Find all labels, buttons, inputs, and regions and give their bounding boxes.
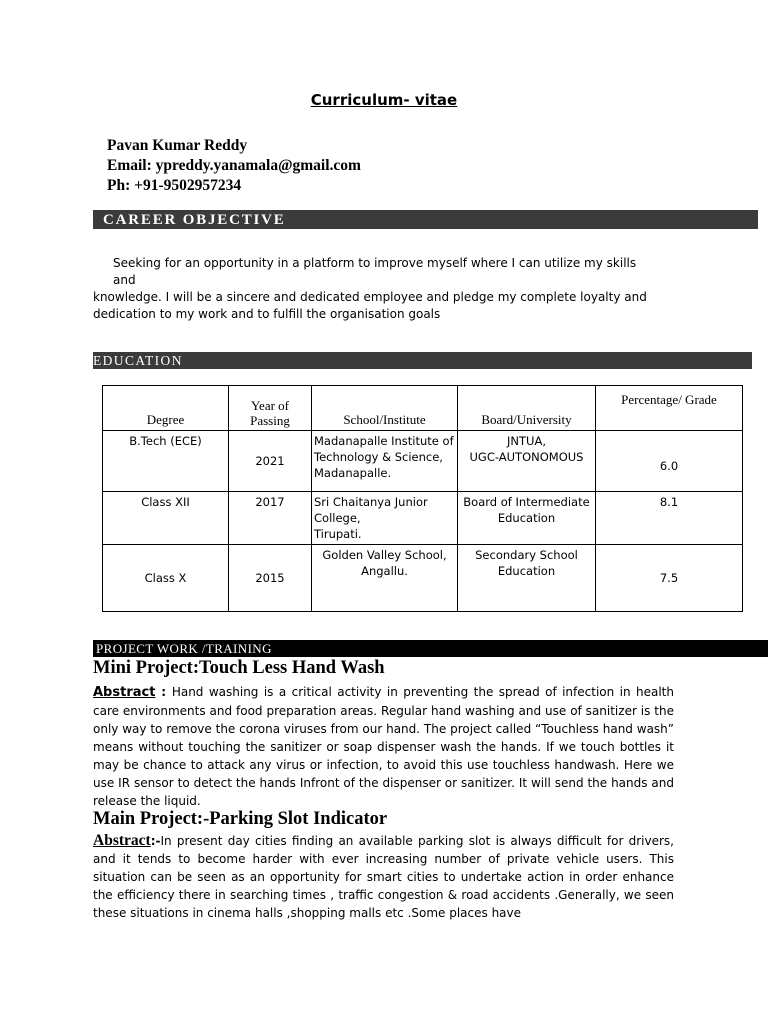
education-heading-bar xyxy=(93,352,752,369)
main-abstract-separator: :- xyxy=(150,834,161,848)
mini-abstract-label: Abstract xyxy=(93,685,156,700)
board-line: JNTUA, xyxy=(507,434,546,448)
table-row xyxy=(103,492,743,545)
school-line: College, xyxy=(314,511,361,525)
table-row xyxy=(103,431,743,492)
col-grade: Percentage/ Grade xyxy=(596,386,743,431)
year-cell: 2015 xyxy=(229,545,312,612)
grade-cell: 7.5 xyxy=(596,545,743,612)
projects-heading-bar xyxy=(93,640,768,657)
board-cell xyxy=(458,431,596,492)
education-table xyxy=(102,385,743,612)
contact-email: Email: ypreddy.yanamala@gmail.com xyxy=(107,157,361,174)
board-line: UGC-AUTONOMOUS xyxy=(469,450,584,464)
career-objective-heading-bar xyxy=(93,210,758,229)
school-line: Madanapalle. xyxy=(314,466,392,480)
career-objective-line: dedication to my work and to fulfill the organisation goals xyxy=(93,307,441,321)
grade-cell: 6.0 xyxy=(596,431,743,492)
education-heading: EDUCATION xyxy=(93,353,183,368)
career-objective-line: knowledge. I will be a sincere and dedicated employee and pledge my complete loyalty and xyxy=(93,290,647,304)
school-line: Tirupati. xyxy=(314,527,362,541)
table-row xyxy=(103,545,743,612)
grade-cell: 8.1 xyxy=(596,492,743,545)
school-line: Sri Chaitanya Junior xyxy=(314,495,428,509)
document-title: Curriculum- vitae xyxy=(310,91,458,109)
school-line: Technology & Science, xyxy=(314,450,443,464)
mini-project-title: Mini Project:Touch Less Hand Wash xyxy=(93,658,385,678)
board-line: Education xyxy=(497,564,556,578)
main-abstract-text: In present day cities finding an available parking slot is always difficult for drivers, and it tends to become harder with ever increasing number of private vehicle users. This situation can be seen as an opportunity for smart cities to undertake action in order enhance the efficiency there in searching times , traffic congestion & road accidents .Generally, we seen these situations in cinema halls ,shopping malls etc .Some places have xyxy=(93,834,674,920)
main-project-title: Main Project:-Parking Slot Indicator xyxy=(93,809,388,829)
projects-heading: PROJECT WORK /TRAINING xyxy=(96,641,272,656)
board-line: Secondary School xyxy=(475,548,578,562)
main-abstract-label: Abstract xyxy=(93,832,151,849)
mini-abstract-text: Hand washing is a critical activity in preventing the spread of infection in health care environments and food preparation areas. Regular hand washing and use of sanitizer is the only way to remove the corona viruses from our hand. The project called “Touchless hand wash” means without touching the sanitizer or soap dispenser wash the hands. If we touch bottles it may be chance to attack any virus or infection, to avoid this use touchless handwash. Here we use IR sensor to detect the hands Infront of the dispenser or sanitizer. It will send the hands and release the liquid. xyxy=(93,685,674,808)
year-cell: 2021 xyxy=(229,431,312,492)
school-line: Golden Valley School, xyxy=(322,548,447,562)
school-line: Angallu. xyxy=(361,564,408,578)
education-header-row xyxy=(103,386,743,431)
board-cell xyxy=(458,492,596,545)
school-line: Madanapalle Institute of xyxy=(314,434,454,448)
col-board: Board/University xyxy=(458,386,596,431)
contact-name: Pavan Kumar Reddy xyxy=(107,137,248,154)
career-objective-line: Seeking for an opportunity in a platform to improve myself where I can utilize my skills and xyxy=(113,256,637,287)
contact-phone: Ph: +91-9502957234 xyxy=(107,177,242,194)
degree-cell: B.Tech (ECE) xyxy=(103,431,229,492)
col-year: Year of Passing xyxy=(229,386,312,431)
career-objective-text xyxy=(93,255,653,323)
degree-cell: Class X xyxy=(103,545,229,612)
degree-cell: Class XII xyxy=(103,492,229,545)
col-school: School/Institute xyxy=(312,386,458,431)
year-cell: 2017 xyxy=(229,492,312,545)
mini-project-abstract xyxy=(93,683,674,810)
col-degree: Degree xyxy=(103,386,229,431)
school-cell xyxy=(312,545,458,612)
career-objective-heading: CAREER OBJECTIVE xyxy=(103,212,286,228)
main-project-abstract xyxy=(93,832,674,922)
board-line: Education xyxy=(497,511,556,525)
mini-abstract-separator: : xyxy=(155,685,172,699)
board-cell xyxy=(458,545,596,612)
board-line: Board of Intermediate xyxy=(463,495,590,509)
school-cell xyxy=(312,492,458,545)
school-cell xyxy=(312,431,458,492)
